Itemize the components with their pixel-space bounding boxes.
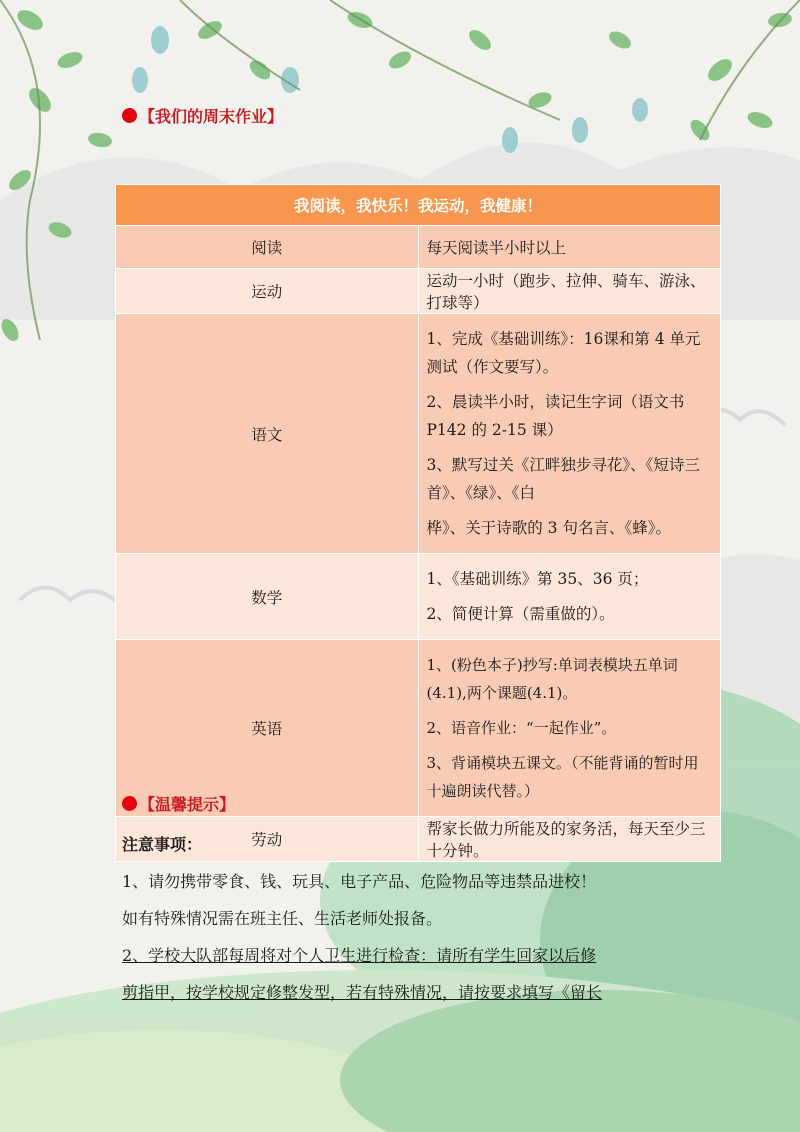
subject-cell: 语文 xyxy=(116,314,419,554)
section-heading-homework xyxy=(122,104,283,127)
task-line: 1、完成《基础训练》：16课和第 4 单元测试（作文要写）。 xyxy=(426,330,701,376)
task-line: 帮家长做力所能及的家务活，每天至少三十分钟。 xyxy=(426,820,706,860)
task-line: 3、默写过关《江畔独步寻花》、《短诗三首》、《绿》、《白 xyxy=(426,456,700,502)
table-row xyxy=(116,226,721,269)
task-line: 1、(粉色本子)抄写:单词表模块五单词(4.1),两个课题(4.1)。 xyxy=(426,656,678,702)
table-row xyxy=(116,269,721,314)
homework-table xyxy=(115,184,721,862)
red-dot-icon xyxy=(122,108,137,123)
task-line: 运动一小时（跑步、拉伸、骑车、游泳、打球等） xyxy=(426,272,706,312)
subject-cell: 阅读 xyxy=(116,226,419,269)
subject-cell: 运动 xyxy=(116,269,419,314)
table-row xyxy=(116,640,721,817)
subject-cell: 数学 xyxy=(116,554,419,640)
notice-line: 剪指甲，按学校规定修整发型，若有特殊情况，请按要求填写《留长 xyxy=(122,983,603,1002)
notice-line: 如有特殊情况需在班主任、生活老师处报备。 xyxy=(122,909,443,928)
task-line: 1、《基础训练》第 35、36 页； xyxy=(426,570,649,588)
subject-cell: 劳动 xyxy=(116,817,419,862)
notice-line: 1、请勿携带零食、钱、玩具、电子产品、危险物品等违禁品进校！ xyxy=(122,872,597,891)
task-line: 2、简便计算（需重做的）。 xyxy=(426,605,615,623)
section-title: 【我们的周末作业】 xyxy=(139,107,284,126)
section-title: 【温馨提示】 xyxy=(139,795,236,814)
task-cell xyxy=(418,226,721,269)
task-cell xyxy=(418,640,721,817)
table-row xyxy=(116,314,721,554)
notice-line: 2、学校大队部每周将对个人卫生进行检查：请所有学生回家以后修 xyxy=(122,946,597,965)
task-line: 桦》、关于诗歌的 3 句名言、《蜂》。 xyxy=(426,519,671,537)
subject-cell: 英语 xyxy=(116,640,419,817)
task-line: 每天阅读半小时以上 xyxy=(426,239,567,257)
task-line: 3、背诵模块五课文。（不能背诵的暂时用十遍朗读代替。） xyxy=(426,754,699,800)
notice-title: 注意事项： xyxy=(122,835,203,854)
red-dot-icon xyxy=(122,796,137,811)
task-line: 2、晨读半小时，读记生字词（语文书 P142 的 2-15 课） xyxy=(426,393,685,439)
task-cell xyxy=(418,269,721,314)
table-header: 我阅读，我快乐！我运动，我健康！ xyxy=(116,185,721,226)
notice-block xyxy=(122,826,692,1011)
task-cell xyxy=(418,554,721,640)
task-line: 2、语音作业：“一起作业”。 xyxy=(426,719,617,737)
table-row xyxy=(116,554,721,640)
section-heading-tips xyxy=(122,792,235,815)
task-cell xyxy=(418,314,721,554)
